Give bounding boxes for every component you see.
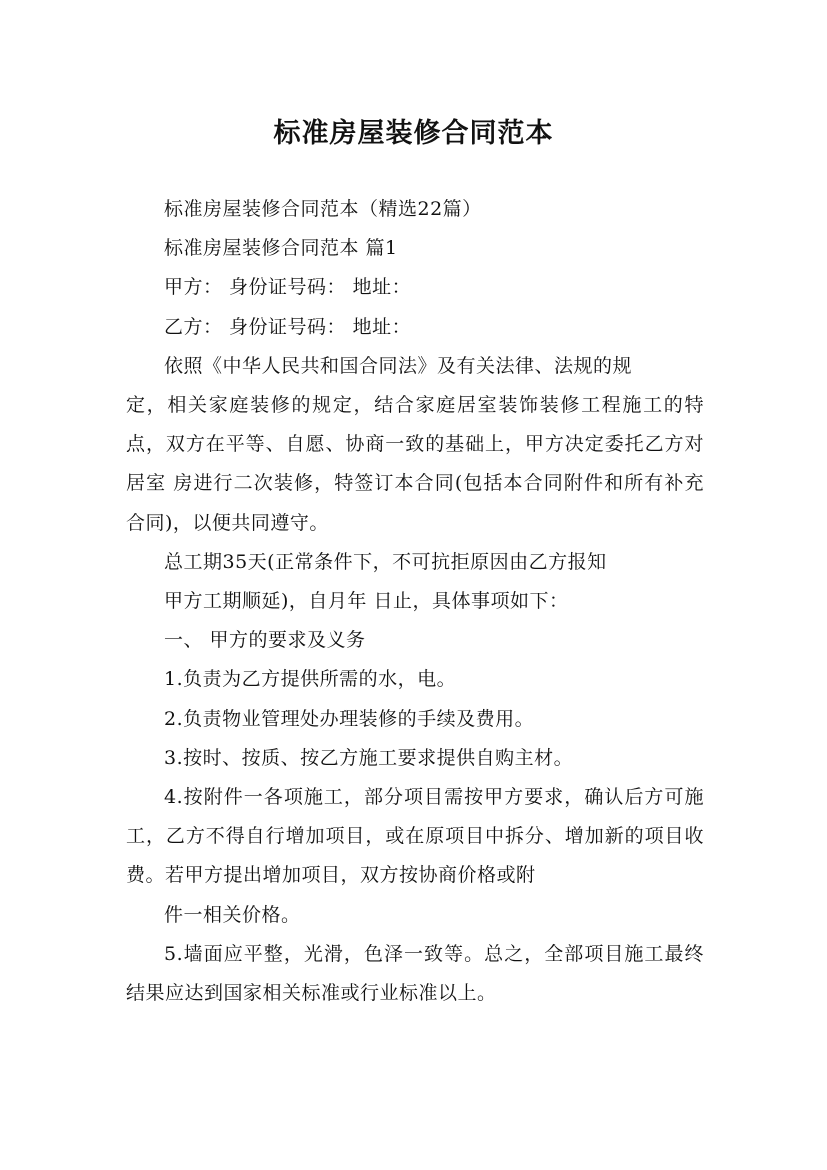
- paragraph-item-5: 5.墙面应平整，光滑，色泽一致等。总之，全部项目施工最终结果应达到国家相关标准或行业标准以上。: [126, 942, 704, 1005]
- paragraph-subtitle: 标准房屋装修合同范本（精选22篇）: [164, 198, 482, 220]
- paragraph-legal-basis-start: 依照《中华人民共和国合同法》及有关法律、法规的规: [164, 354, 633, 377]
- paragraph-duration-start: 总工期35天(正常条件下，不可抗拒原因由乙方报知: [164, 550, 607, 573]
- paragraph-party-b: 乙方： 身份证号码： 地址：: [164, 315, 412, 338]
- paragraph-section-one-heading: 一、 甲方的要求及义务: [164, 629, 366, 652]
- paragraph-item-3: 3.按时、按质、按乙方施工要求提供自购主材。: [164, 746, 574, 769]
- paragraph-item-1: 1.负责为乙方提供所需的水，电。: [164, 668, 457, 691]
- document-body: [126, 190, 704, 1013]
- paragraph-party-a: 甲方： 身份证号码： 地址：: [164, 276, 412, 299]
- paragraph-legal-basis-body: 定，相关家庭装修的规定，结合家庭居室装饰装修工程施工的特点，双方在平等、自愿、协商一致的基础上，甲方决定委托乙方对居室 房进行二次装修，特签订本合同(包括本合同附件和所有补充合同)，以便共同遵守。: [126, 394, 704, 534]
- paragraph-duration-end: 甲方工期顺延)，自月年 日止，具体事项如下：: [164, 590, 569, 613]
- paragraph-item-4-continued: 件一相关价格。: [164, 903, 301, 926]
- paragraph-item-4: 4.按附件一各项施工，部分项目需按甲方要求，确认后方可施工，乙方不得自行增加项目，或在原项目中拆分、增加新的项目收费。若甲方提出增加项目，双方按协商价格或附: [126, 786, 704, 887]
- paragraph-item-2: 2.负责物业管理处办理装修的手续及费用。: [164, 707, 535, 730]
- document-title: 标准房屋装修合同范本: [273, 118, 554, 150]
- paragraph-section-heading: 标准房屋装修合同范本 篇1: [164, 237, 398, 260]
